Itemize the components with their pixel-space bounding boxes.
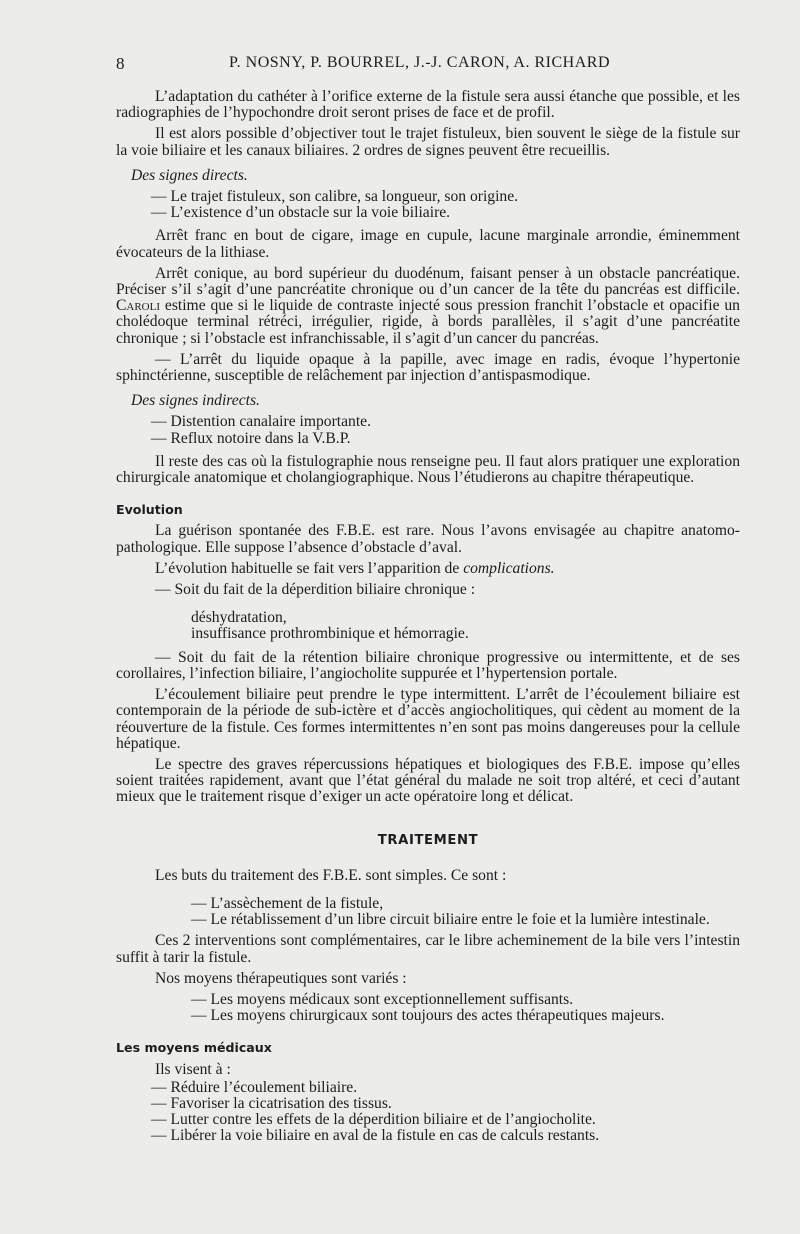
paragraph: Arrêt franc en bout de cigare, image en cupule, lacune marginale arrondie, éminemment évocateurs de la lithiase.	[116, 227, 740, 261]
list-item: — Libérer la voie biliaire en aval de la fistule en cas de calculs restants.	[151, 1127, 600, 1145]
text-run: estime que si le liquide de contraste injecté sous pression franchit l’obstacle et opacifie un cholédoque terminal rétréci, irrégulier, rigide, à bords parallèles, il s’agit d’une pancréatite chronique ; si l’obstacle est infranchissable, il s’agit d’un cancer du pancréas.	[116, 297, 740, 347]
text-run: L’évolution habituelle se fait vers l’apparition de	[155, 559, 460, 577]
section-heading-medical: Les moyens médicaux	[116, 1040, 272, 1056]
section-heading-treatment: TRAITEMENT	[377, 832, 479, 848]
list-item: — Le rétablissement d’un libre circuit biliaire entre le foie et la lumière intestinale.	[191, 911, 710, 929]
subheading-direct-signs: Des signes directs.	[131, 166, 248, 184]
paragraph	[116, 266, 740, 347]
text-run: Arrêt conique, au bord supérieur du duodénum, faisant penser à un obstacle pancréatique. Préciser s’il s’agit d’une pancréatite chronique ou d’un cancer de la tête du pancréas est difficile.	[116, 264, 740, 299]
paragraph: — L’arrêt du liquide opaque à la papille, avec image en radis, évoque l’hypertonie sphinctérienne, susceptible de relâchement par injection d’antispasmodique.	[116, 350, 740, 385]
paragraph: La guérison spontanée des F.B.E. est rare. Nous l’avons envisagée au chapitre anatomo-pathologique. Elle suppose l’absence d’obstacle d’aval.	[116, 522, 740, 556]
paragraph: L’adaptation du cathéter à l’orifice externe de la fistule sera aussi étanche que possible, et les radiographies de l’hypochondre droit seront prises de face et de profil.	[116, 88, 740, 122]
list-item: — Favoriser la cicatrisation des tissus.	[151, 1094, 392, 1112]
paragraph: Le spectre des graves répercussions hépatiques et biologiques des F.B.E. impose qu’elles soient traitées rapidement, avant que l’état général du malade ne soit trop altéré, et ceci d’autant mieux que le traitement risque d’exiger un acte opératoire long et délicat.	[116, 755, 740, 806]
list-item: — Distention canalaire importante.	[151, 413, 371, 431]
list-item: — Lutter contre les effets de la déperdition biliaire et de l’angiocholite.	[151, 1111, 596, 1129]
list-item: — L’assèchement de la fistule,	[191, 894, 384, 912]
section-heading-evolution: Evolution	[116, 502, 183, 518]
subheading-indirect-signs: Des signes indirects.	[131, 392, 260, 410]
paragraph: Il est alors possible d’objectiver tout le trajet fistuleux, bien souvent le siège de la fistule sur la voie biliaire et les canaux biliaires. 2 ordres de signes peuvent être recueillis.	[116, 125, 740, 159]
list-item: — Les moyens médicaux sont exceptionnellement suffisants.	[191, 990, 574, 1008]
author-line: P. NOSNY, P. BOURREL, J.-J. CARON, A. RICHARD	[229, 54, 610, 71]
list-item: — Reflux notoire dans la V.B.P.	[151, 429, 351, 447]
emphasis: complications.	[463, 559, 555, 577]
paragraph: Nos moyens thérapeutiques sont variés :	[155, 969, 407, 987]
author-name: Caroli	[116, 297, 161, 315]
list-item: — Réduire l’écoulement biliaire.	[151, 1078, 358, 1096]
paragraph: — Soit du fait de la rétention biliaire chronique progressive ou intermittente, et de ses corollaires, l’infection biliaire, l’angiocholite suppurée et l’hypertension portale.	[116, 648, 740, 682]
paragraph: Ces 2 interventions sont complémentaires, car le libre acheminement de la bile vers l’intestin suffit à tarir la fistule.	[116, 932, 740, 966]
list-item: insuffisance prothrombinique et hémorragie.	[191, 625, 469, 643]
paragraph: Il reste des cas où la fistulographie nous renseigne peu. Il faut alors pratiquer une exploration chirurgicale anatomique et cholangiographique. Nous l’étudierons au chapitre thérapeutique.	[116, 452, 740, 487]
list-item: — L’existence d’un obstacle sur la voie biliaire.	[151, 204, 451, 222]
paragraph: Les buts du traitement des F.B.E. sont simples. Ce sont :	[155, 866, 507, 884]
paragraph: L’écoulement biliaire peut prendre le type intermittent. L’arrêt de l’écoulement biliaire est contemporain de la période de sub-ictère et d’accès angiocholitiques, qui cèdent au moment de la réouverture de la fistule. Ces formes intermittentes n’en sont pas moins dangereuses pour la cellule hépatique.	[116, 686, 740, 752]
list-item: — Le trajet fistuleux, son calibre, sa longueur, son origine.	[151, 188, 519, 206]
paragraph: — Soit du fait de la déperdition biliaire chronique :	[155, 581, 476, 599]
article-body	[116, 89, 740, 1145]
paragraph	[116, 561, 740, 577]
page-number: 8	[116, 54, 125, 73]
list-item: — Les moyens chirurgicaux sont toujours des actes thérapeutiques majeurs.	[191, 1007, 665, 1025]
paragraph: Ils visent à :	[155, 1060, 231, 1078]
list-item: déshydratation,	[191, 609, 287, 627]
